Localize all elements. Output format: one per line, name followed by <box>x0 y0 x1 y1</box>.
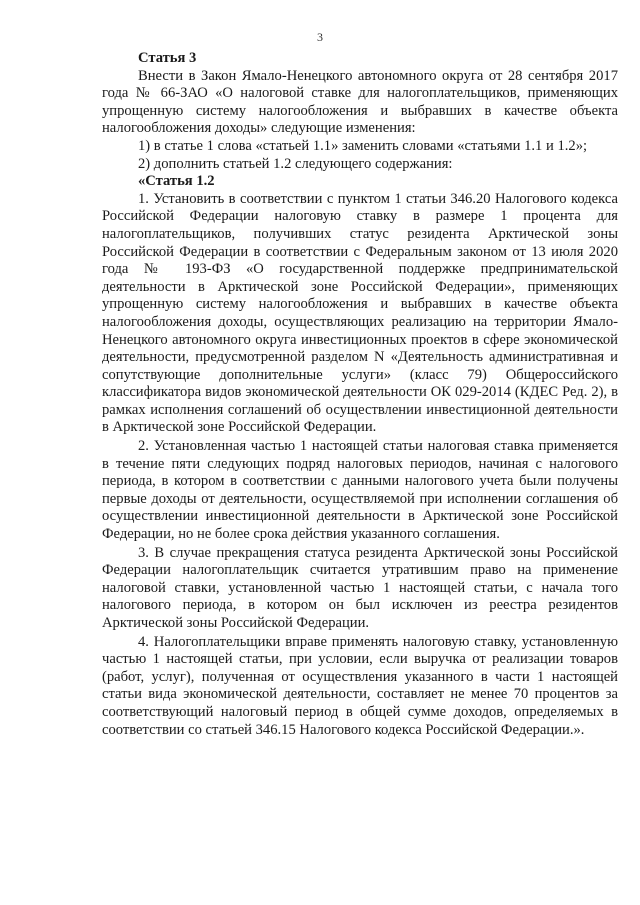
amendment-item-1: 1) в статье 1 слова «статьей 1.1» заменить словами «статьями 1.1 и 1.2»; <box>138 137 588 154</box>
paragraph-1: 1. Установить в соответствии с пунктом 1 статьи 346.20 Налогового кодекса Российской Федерации налоговую ставку в размере 1 процента для налогоплательщиков, получивших статус резидента Арктической зоны Российской Федерации в соответствии с Федеральным законом от 13 июля 2020 года № 193-ФЗ «О государственной поддержке предпринимательской деятельности в Арктической зоне Российской Федерации», применяющих упрощенную систему налогообложения и выбравших в качестве объекта налогообложения доходы, осуществляющих реализацию на территории Ямало-Ненецкого автономного округа инвестиционных проектов в сфере экономической деятельности, предусмотренной разделом N «Деятельность административная и сопутствующие дополнительные услуги» (класс 79) Общероссийского классификатора видов экономической деятельности ОК 029-2014 (КДЕС Ред. 2), в рамках исполнения соглашений об осуществлении инвестиционной деятельности в Арктической зоне Российской Федерации. <box>102 190 618 436</box>
paragraph-2: 2. Установленная частью 1 настоящей статьи налоговая ставка применяется в течение пяти следующих подряд налоговых периодов, начиная с налогового периода, в котором в соответствии с данными налогового учета были получены первые доходы от деятельности, осуществляемой при исполнении соглашения об осуществлении инвестиционной деятельности в Арктической зоне Российской Федерации, но не более срока действия указанного соглашения. <box>102 438 618 543</box>
paragraph-4: 4. Налогоплательщики вправе применять налоговую ставку, установленную частью 1 настоящей статьи, при условии, если выручка от реализации товаров (работ, услуг), полученная от осуществления указанного в части 1 настоящей статьи вида экономической деятельности, составляет не менее 70 процентов за соответствующий налоговый период в общей сумме доходов, определяемых в соответствии со статьей 346.15 Налогового кодекса Российской Федерации.». <box>102 633 618 738</box>
intro-paragraph: Внести в Закон Ямало-Ненецкого автономного округа от 28 сентября 2017 года № 66-ЗАО «О налоговой ставке для налогоплательщиков, применяющих упрощенную систему налогообложения и выбравших в качестве объекта налогообложения доходы» следующие изменения: <box>102 67 618 137</box>
amendment-item-2: 2) дополнить статьей 1.2 следующего содержания: <box>138 155 453 172</box>
article-heading: Статья 3 <box>138 50 197 66</box>
paragraph-3: 3. В случае прекращения статуса резидента Арктической зоны Российской Федерации налогоплательщик считается утратившим право на применение налоговой ставки, установленной частью 1 настоящей статьи, с начала того налогового периода, в котором он был исключен из реестра резидентов Арктической зоны Российской Федерации. <box>102 544 618 631</box>
page-number: 3 <box>317 30 323 44</box>
document-body <box>102 50 618 739</box>
sub-article-heading: «Статья 1.2 <box>138 173 215 190</box>
